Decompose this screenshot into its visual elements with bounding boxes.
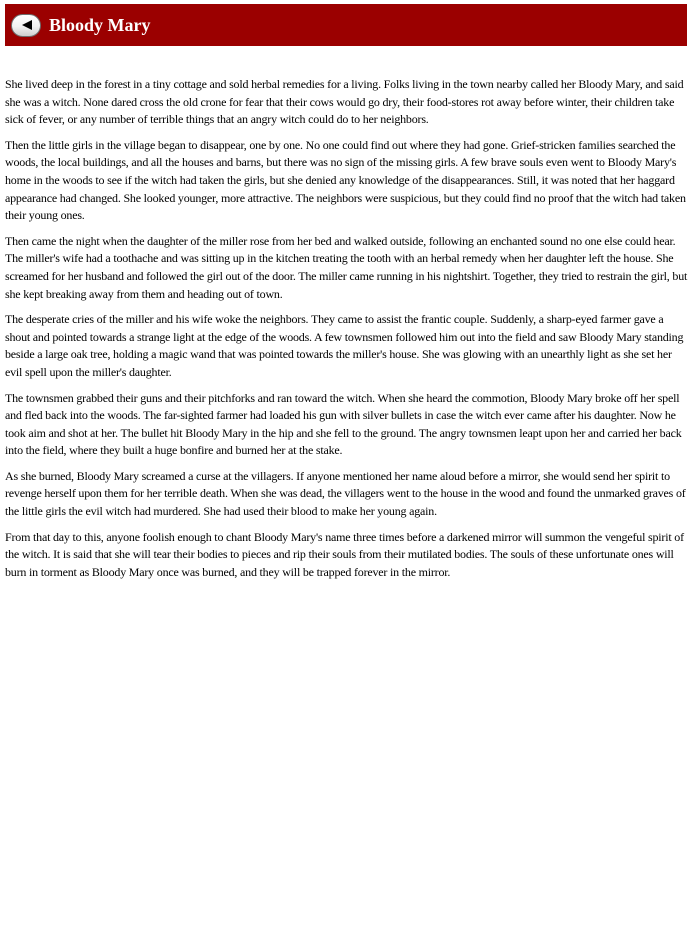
back-button[interactable] <box>11 14 41 37</box>
story-paragraph: Then came the night when the daughter of the miller rose from her bed and walked outside, following an enchanted sound no one else could hear. The miller's wife had a toothache and was sitting up in the kitchen treating the tooth with an herbal remedy when her daughter left the house. She screamed for her husband and followed the girl out of the door. The miller came running in his nightshirt. Together, they tried to restrain the girl, but she kept breaking away from them and heading out of town. <box>5 233 688 301</box>
back-arrow-icon <box>22 20 32 30</box>
story-paragraph: As she burned, Bloody Mary screamed a curse at the villagers. If anyone mentioned her name aloud before a mirror, she would send her spirit to revenge herself upon them for her terrible death. When she was dead, the villagers went to the house in the wood and found the unmarked graves of the little girls the evil witch had murdered. She had used their blood to make her young again. <box>5 468 686 519</box>
page-title: Bloody Mary <box>49 14 151 35</box>
story-paragraph: The desperate cries of the miller and his wife woke the neighbors. They came to assist the frantic couple. Suddenly, a sharp-eyed farmer gave a shout and pointed towards a strange light at the edge of the woods. A few townsmen followed him out into the field and saw Bloody Mary standing beside a large oak tree, holding a magic wand that was pointed towards the miller's house. She was glowing with an unearthly light as she set her evil spell upon the miller's daughter. <box>5 312 684 379</box>
story-content <box>0 76 700 581</box>
header-bar <box>5 4 687 46</box>
story-paragraph: She lived deep in the forest in a tiny cottage and sold herbal remedies for a living. Folks living in the town nearby called her Bloody Mary, and said she was a witch. None dared cross the old crone for fear that their cows would go dry, their food-stores rot away before winter, their children take sick of fever, or any number of terrible things that an angry witch could do to her neighbors. <box>5 77 684 127</box>
story-paragraph: The townsmen grabbed their guns and their pitchforks and ran toward the witch. When she heard the commotion, Bloody Mary broke off her spell and fled back into the woods. The far-sighted farmer had loaded his gun with silver bullets in case the witch ever came after his daughter. Now he took aim and shot at her. The bullet hit Bloody Mary in the hip and she fell to the ground. The angry townsmen leapt upon her and carried her back into the field, where they built a huge bonfire and burned her at the stake. <box>5 390 682 458</box>
story-paragraph: From that day to this, anyone foolish enough to chant Bloody Mary's name three times before a darkened mirror will summon the vengeful spirit of the witch. It is said that she will tear their bodies to pieces and rip their souls from their mutilated bodies. The souls of these unfortunate ones will burn in torment as Bloody Mary once was burned, and they will be trapped forever in the mirror. <box>5 529 684 579</box>
story-paragraph: Then the little girls in the village began to disappear, one by one. No one could find out where they had gone. Grief-stricken families searched the woods, the local buildings, and all the houses and barns, but there was no sign of the missing girls. A few brave souls even went to Bloody Mary's home in the woods to see if the witch had taken the girls, but she denied any knowledge of the disappearances. Still, it was noted that her haggard appearance had changed. She looked younger, more attractive. The neighbors were suspicious, but they could find no proof that the witch had taken their young ones. <box>5 137 686 223</box>
